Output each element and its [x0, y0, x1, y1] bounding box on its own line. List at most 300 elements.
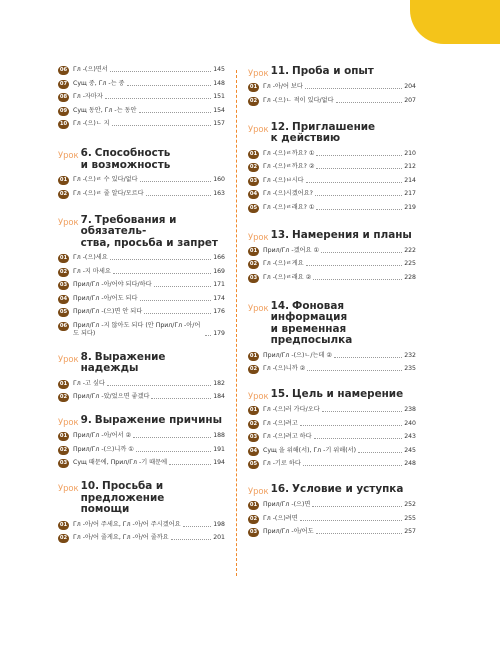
dot-leader	[358, 452, 402, 453]
toc-entry[interactable]	[248, 420, 416, 429]
dot-leader	[151, 398, 211, 399]
lesson-word: Урок	[58, 150, 79, 160]
item-text	[73, 281, 225, 289]
lesson-title	[81, 215, 225, 250]
item-number-badge: 03	[249, 434, 258, 440]
page-number: 228	[404, 273, 416, 281]
lesson-title-line: и возможность	[80, 158, 171, 171]
dot-leader	[144, 313, 211, 314]
toc-entry[interactable]	[58, 432, 225, 441]
item-number-badge: 02	[249, 164, 258, 170]
lesson-items	[248, 247, 416, 283]
page-number: 157	[213, 120, 225, 127]
toc-entry[interactable]	[248, 501, 416, 510]
lesson-items	[58, 176, 225, 199]
page-number: 243	[404, 433, 416, 440]
item-number-badge: 01	[59, 433, 68, 439]
yellow-corner-tab	[410, 0, 500, 44]
page-number: 204	[404, 83, 416, 90]
item-text	[73, 295, 225, 303]
lesson-section	[248, 484, 416, 537]
toc-entry[interactable]	[58, 254, 225, 263]
toc-entry[interactable]	[248, 163, 416, 172]
dot-leader	[136, 451, 211, 452]
lesson-items	[58, 254, 225, 338]
lesson-title-line: Цель и намерение	[292, 388, 404, 400]
toc-entry[interactable]	[248, 247, 416, 256]
item-label: Гл -(으)ㄹ 수 있다/없다	[73, 176, 138, 183]
page-number: 207	[404, 96, 416, 104]
toc-entry[interactable]	[248, 460, 416, 469]
item-number-badge: 02	[59, 446, 68, 453]
item-number-badge: 04	[59, 295, 68, 302]
item-label: Гл -아/어 줄게요, Гл -아/어 줄까요	[73, 534, 169, 541]
page-number: 210	[404, 149, 416, 157]
toc-entry[interactable]	[58, 393, 225, 402]
item-text	[263, 460, 416, 468]
dot-leader	[313, 279, 402, 280]
lesson-title	[271, 66, 374, 78]
item-label: Прил/Гл -(으)니까 ①	[73, 445, 134, 453]
lesson-section	[248, 389, 416, 469]
item-label: Сущ 중, Гл -는 중	[73, 79, 125, 87]
item-text	[263, 204, 416, 212]
lesson-items	[248, 150, 416, 213]
toc-entry[interactable]	[248, 515, 416, 524]
dot-leader	[183, 526, 212, 527]
dot-leader	[316, 168, 402, 169]
lesson-section	[58, 352, 225, 403]
lesson-title-line: ства, просьба и запрет	[80, 236, 218, 249]
item-number-badge: 08	[59, 94, 68, 100]
lesson-items	[58, 380, 225, 403]
item-label: Гл -아/어 주세요, Гл -아/어 주시겠어요	[73, 520, 181, 528]
dot-leader	[305, 88, 402, 89]
lesson-word: Урок	[248, 391, 269, 401]
page-number: 184	[213, 393, 225, 400]
page-number: 179	[213, 329, 225, 337]
lesson-title-line: Намерения и планы	[292, 228, 412, 241]
lesson-title-line: Условие и уступка	[292, 483, 404, 495]
lesson-title	[271, 389, 404, 401]
lesson-number: 9.	[80, 414, 92, 426]
lesson-items	[248, 352, 416, 375]
item-text	[263, 274, 416, 282]
page-number: 160	[213, 176, 225, 183]
lesson-word: Урок	[248, 231, 269, 242]
column-divider	[236, 70, 237, 576]
right-lessons	[248, 66, 416, 537]
toc-entry[interactable]	[58, 107, 225, 116]
item-label: Сущ 을 위해(서), Гл -기 위해(서)	[263, 446, 357, 454]
toc-entry[interactable]	[248, 177, 416, 186]
item-label: Гл -아/어 보다	[263, 83, 303, 90]
item-text	[263, 365, 416, 373]
dot-leader	[105, 98, 211, 99]
dot-leader	[171, 539, 212, 540]
page-number: 238	[404, 406, 416, 413]
page-number: 171	[213, 281, 225, 288]
item-number-badge: 03	[249, 274, 258, 281]
toc-entry[interactable]	[58, 190, 225, 199]
item-text	[73, 446, 225, 454]
dot-leader	[303, 465, 402, 466]
page-number: 217	[404, 190, 416, 197]
lesson-word: Урок	[58, 483, 79, 493]
toc-entry[interactable]	[58, 308, 225, 317]
item-number-badge: 03	[59, 460, 68, 466]
item-number-badge: 03	[59, 282, 68, 288]
page-number: 252	[404, 501, 416, 508]
lesson-word: Урок	[58, 216, 79, 227]
item-label: Прил/Гл -지 않아도 되다 (안 Прил/Гл -아/어도 되다)	[73, 321, 201, 337]
item-number-badge: 01	[249, 502, 258, 508]
page-number: 255	[404, 514, 416, 522]
item-number-badge: 03	[249, 529, 258, 535]
dot-leader	[321, 252, 402, 253]
toc-right-column	[248, 66, 416, 542]
item-number-badge: 02	[59, 190, 68, 197]
toc-entry[interactable]	[58, 521, 225, 530]
toc-entry[interactable]	[58, 93, 225, 102]
lesson-title	[81, 481, 225, 516]
lesson-word: Урок	[58, 417, 79, 427]
page-number: 182	[213, 379, 225, 387]
item-number-badge: 01	[249, 352, 258, 359]
lesson-number: 12.	[270, 120, 290, 133]
item-label: Гл -(으)ㄴ 지	[73, 120, 110, 127]
item-number-badge: 06	[59, 67, 68, 73]
toc-entry[interactable]	[248, 528, 416, 537]
item-label: Гл -지 마세요	[73, 267, 111, 275]
item-text	[73, 393, 225, 401]
lesson-number: 6.	[80, 147, 92, 159]
item-text	[263, 420, 416, 428]
item-label: Гл -(으)려고 하다	[263, 433, 312, 440]
lesson-items	[248, 406, 416, 469]
item-label: Гл -(으)시겠어요?	[263, 190, 313, 197]
toc-entry[interactable]	[248, 204, 416, 213]
lesson-items	[58, 432, 225, 468]
toc-entry[interactable]	[248, 190, 416, 199]
lesson-word: Урок	[58, 353, 79, 364]
lesson-title	[271, 122, 375, 145]
lesson-title-line: Способность	[94, 147, 171, 159]
item-label: Прил/Гл -겠어요 ①	[263, 246, 320, 254]
item-label: Сущ 때문에, Прил/Гл -기 때문에	[73, 459, 168, 466]
item-text	[73, 107, 225, 115]
dot-leader	[139, 112, 212, 113]
toc-entry[interactable]	[248, 365, 416, 374]
page-number: 169	[213, 267, 225, 275]
lesson-title	[81, 148, 171, 171]
lesson-title-line: Выражение причины	[94, 414, 222, 426]
lesson-heading[interactable]	[248, 484, 416, 496]
page-number: 232	[404, 351, 416, 359]
lesson-section	[248, 230, 416, 283]
item-text	[263, 352, 416, 360]
item-number-badge: 04	[249, 447, 258, 454]
lesson-word: Урок	[248, 123, 269, 134]
toc-entry[interactable]	[248, 406, 416, 415]
lesson-number: 8.	[80, 350, 92, 363]
item-label: Гл -(으)ㄹ래요 ②	[263, 273, 312, 281]
item-label: Гл -(으)ㄹ까요? ②	[263, 163, 315, 170]
item-label: Прил/Гл -아/어도	[263, 528, 314, 535]
dot-leader	[146, 195, 212, 196]
toc-entry[interactable]	[58, 176, 225, 185]
page-number: 225	[404, 260, 416, 267]
lesson-heading[interactable]	[58, 148, 225, 171]
item-text	[263, 163, 416, 171]
toc-entry[interactable]	[248, 83, 416, 92]
lesson-number: 15.	[270, 388, 290, 400]
page-number: 188	[213, 432, 225, 439]
lesson-number: 10.	[80, 480, 100, 492]
item-number-badge: 01	[249, 407, 258, 413]
page-number: 257	[404, 528, 416, 535]
page-number: 145	[213, 66, 225, 73]
item-number-badge: 02	[249, 366, 258, 372]
item-label: Прил/Гл -아/어야 되다/하다	[73, 281, 152, 288]
item-number-badge: 05	[249, 461, 258, 467]
toc-entry[interactable]	[58, 295, 225, 304]
item-number-badge: 02	[59, 268, 68, 275]
lesson-section	[58, 481, 225, 543]
item-label: Прил/Гл -아/어서 ②	[73, 432, 132, 439]
lesson-heading[interactable]	[248, 389, 416, 401]
lesson-heading[interactable]	[248, 122, 416, 145]
item-text	[263, 83, 416, 91]
dot-leader	[316, 209, 402, 210]
toc-entry[interactable]	[58, 322, 225, 338]
item-text	[73, 534, 225, 542]
lesson-title-line: и временная	[270, 322, 347, 335]
toc-entry[interactable]	[58, 380, 225, 389]
item-label: Гл -기로 하다	[263, 460, 301, 467]
dot-leader	[300, 520, 403, 521]
toc-entry[interactable]	[58, 281, 225, 290]
lesson-title-line: Приглашение	[292, 120, 376, 133]
item-text	[73, 176, 225, 184]
item-label: Прил/Гл -(으)면	[263, 501, 311, 508]
dot-leader	[169, 464, 211, 465]
dot-leader	[140, 300, 212, 301]
item-label: Гл -(으)ㄹ게요	[263, 260, 304, 267]
item-text	[263, 190, 416, 198]
page-number: 214	[404, 176, 416, 184]
item-number-badge: 01	[249, 84, 258, 90]
item-number-badge: 02	[249, 261, 258, 267]
dot-leader	[314, 438, 403, 439]
dot-leader	[133, 437, 211, 438]
page-number: 191	[213, 445, 225, 453]
lesson-heading[interactable]	[58, 215, 225, 250]
dot-leader	[113, 273, 211, 274]
lesson-title	[271, 484, 404, 496]
item-number-badge: 02	[249, 420, 258, 427]
toc-entry[interactable]	[248, 433, 416, 442]
lesson-section	[58, 215, 225, 338]
lesson-word: Урок	[248, 486, 269, 496]
left-lessons	[58, 148, 225, 543]
dot-leader	[306, 182, 403, 183]
page-number: 219	[404, 203, 416, 211]
lesson-title-line: Фоновая информация	[270, 299, 348, 323]
toc-entry[interactable]	[248, 150, 416, 159]
item-text	[73, 432, 225, 440]
item-label: Прил/Гл -(으)ㄴ/는데 ②	[263, 351, 332, 359]
item-label: Гл -(으)ㄹ래요? ①	[263, 203, 315, 211]
page-number: 176	[213, 308, 225, 315]
page-number: 235	[404, 365, 416, 372]
toc-entry[interactable]	[248, 274, 416, 283]
lesson-items	[58, 521, 225, 544]
toc-entry[interactable]	[58, 120, 225, 129]
page-number: 163	[213, 189, 225, 197]
page-number: 212	[404, 163, 416, 170]
toc-entry[interactable]	[248, 260, 416, 269]
item-number-badge: 04	[249, 191, 258, 197]
dot-leader	[127, 85, 212, 86]
item-number-badge: 02	[59, 394, 68, 400]
toc-entry[interactable]	[248, 447, 416, 456]
item-text	[263, 247, 416, 255]
lesson-title-line: предпосылка	[270, 334, 353, 346]
toc-entry[interactable]	[58, 80, 225, 89]
page-number: 154	[213, 106, 225, 114]
lesson-section	[248, 122, 416, 213]
lesson-number: 14.	[270, 299, 290, 312]
toc-entry[interactable]	[58, 446, 225, 455]
toc-entry[interactable]	[248, 97, 416, 106]
item-number-badge: 02	[59, 535, 68, 541]
item-label: Гл -(으)세요	[73, 254, 108, 261]
dot-leader	[312, 506, 402, 507]
item-text	[263, 406, 416, 414]
lesson-heading[interactable]	[58, 481, 225, 516]
lesson-title-line: Проба и опыт	[292, 65, 374, 77]
item-label: Сущ 동안, Гл -는 동안	[73, 106, 137, 114]
lesson-title-line: Выражение надежды	[80, 350, 166, 374]
item-text	[73, 80, 225, 88]
item-label: Гл -(으)ㅂ시다	[263, 176, 304, 184]
item-label: Прил/Гл -(으)면 안 되다	[73, 308, 143, 315]
item-text	[73, 66, 225, 74]
item-number-badge: 01	[59, 255, 68, 261]
lesson-title	[81, 352, 225, 375]
lesson-heading[interactable]	[58, 415, 225, 427]
item-label: Гл -자마자	[73, 93, 103, 100]
lesson-number: 11.	[270, 65, 290, 77]
item-number-badge: 05	[59, 309, 68, 315]
toc-entry[interactable]	[58, 459, 225, 468]
dot-leader	[140, 181, 212, 182]
lesson-section	[248, 66, 416, 106]
page-number: 194	[213, 459, 225, 466]
lesson-section	[248, 301, 416, 375]
page-number: 240	[404, 419, 416, 427]
item-text	[73, 322, 225, 338]
item-label: Гл -(으)면서	[73, 66, 108, 73]
page-number: 151	[213, 93, 225, 100]
dot-leader	[110, 71, 212, 72]
lesson-section	[58, 415, 225, 468]
item-label: Гл -(으)러 가다/오다	[263, 406, 320, 413]
item-text	[73, 308, 225, 316]
dot-leader	[205, 335, 211, 336]
lesson-heading[interactable]	[248, 301, 416, 347]
item-text	[73, 521, 225, 529]
item-text	[73, 459, 225, 467]
dot-leader	[107, 385, 211, 386]
item-text	[263, 515, 416, 523]
lesson-number: 13.	[270, 228, 290, 241]
item-text	[73, 254, 225, 262]
toc-entry[interactable]	[58, 534, 225, 543]
lesson-title-line: помощи	[80, 503, 130, 515]
dot-leader	[300, 425, 403, 426]
dot-leader	[336, 102, 403, 103]
item-text	[263, 97, 416, 105]
page-number: 248	[404, 460, 416, 467]
dot-leader	[307, 370, 402, 371]
lesson-heading[interactable]	[58, 352, 225, 375]
item-text	[73, 380, 225, 388]
dot-leader	[334, 357, 402, 358]
toc-entry[interactable]	[58, 66, 225, 75]
item-label: Гл -(으)니까 ②	[263, 365, 306, 372]
lesson-number: 16.	[270, 483, 290, 495]
top-items	[58, 66, 225, 129]
lesson-title	[271, 230, 412, 242]
toc-entry[interactable]	[58, 268, 225, 277]
lesson-title	[81, 415, 222, 427]
item-text	[263, 150, 416, 158]
lesson-title-line: Просьба и предложение	[80, 480, 165, 504]
item-label: Прил/Гл -았/었으면 좋겠다	[73, 393, 150, 400]
lesson-word: Урок	[248, 302, 269, 313]
page-number: 174	[213, 294, 225, 302]
item-number-badge: 01	[59, 380, 68, 387]
item-number-badge: 02	[249, 515, 258, 522]
item-label: Гл -고 싶다	[73, 379, 105, 387]
item-text	[263, 501, 416, 509]
dot-leader	[316, 155, 402, 156]
item-text	[263, 447, 416, 455]
lesson-heading[interactable]	[248, 66, 416, 78]
item-text	[263, 260, 416, 268]
page-number: 198	[213, 520, 225, 528]
dot-leader	[154, 286, 212, 287]
item-text	[73, 190, 225, 198]
dot-leader	[316, 533, 403, 534]
dot-leader	[306, 265, 403, 266]
item-label: Гл -(으)ㄹ까요? ①	[263, 149, 315, 157]
page-number: 166	[213, 254, 225, 261]
item-number-badge: 01	[59, 521, 68, 528]
toc-entry[interactable]	[248, 352, 416, 361]
item-text	[263, 528, 416, 536]
lesson-items	[248, 83, 416, 106]
item-number-badge: 09	[59, 107, 68, 114]
page-number: 245	[404, 446, 416, 454]
item-label: Гл -(으)려면	[263, 514, 298, 522]
item-text	[263, 177, 416, 185]
lesson-number: 7.	[80, 213, 92, 226]
lesson-heading[interactable]	[248, 230, 416, 242]
item-label: Гл -(으)ㄴ 적이 있다/없다	[263, 96, 334, 104]
